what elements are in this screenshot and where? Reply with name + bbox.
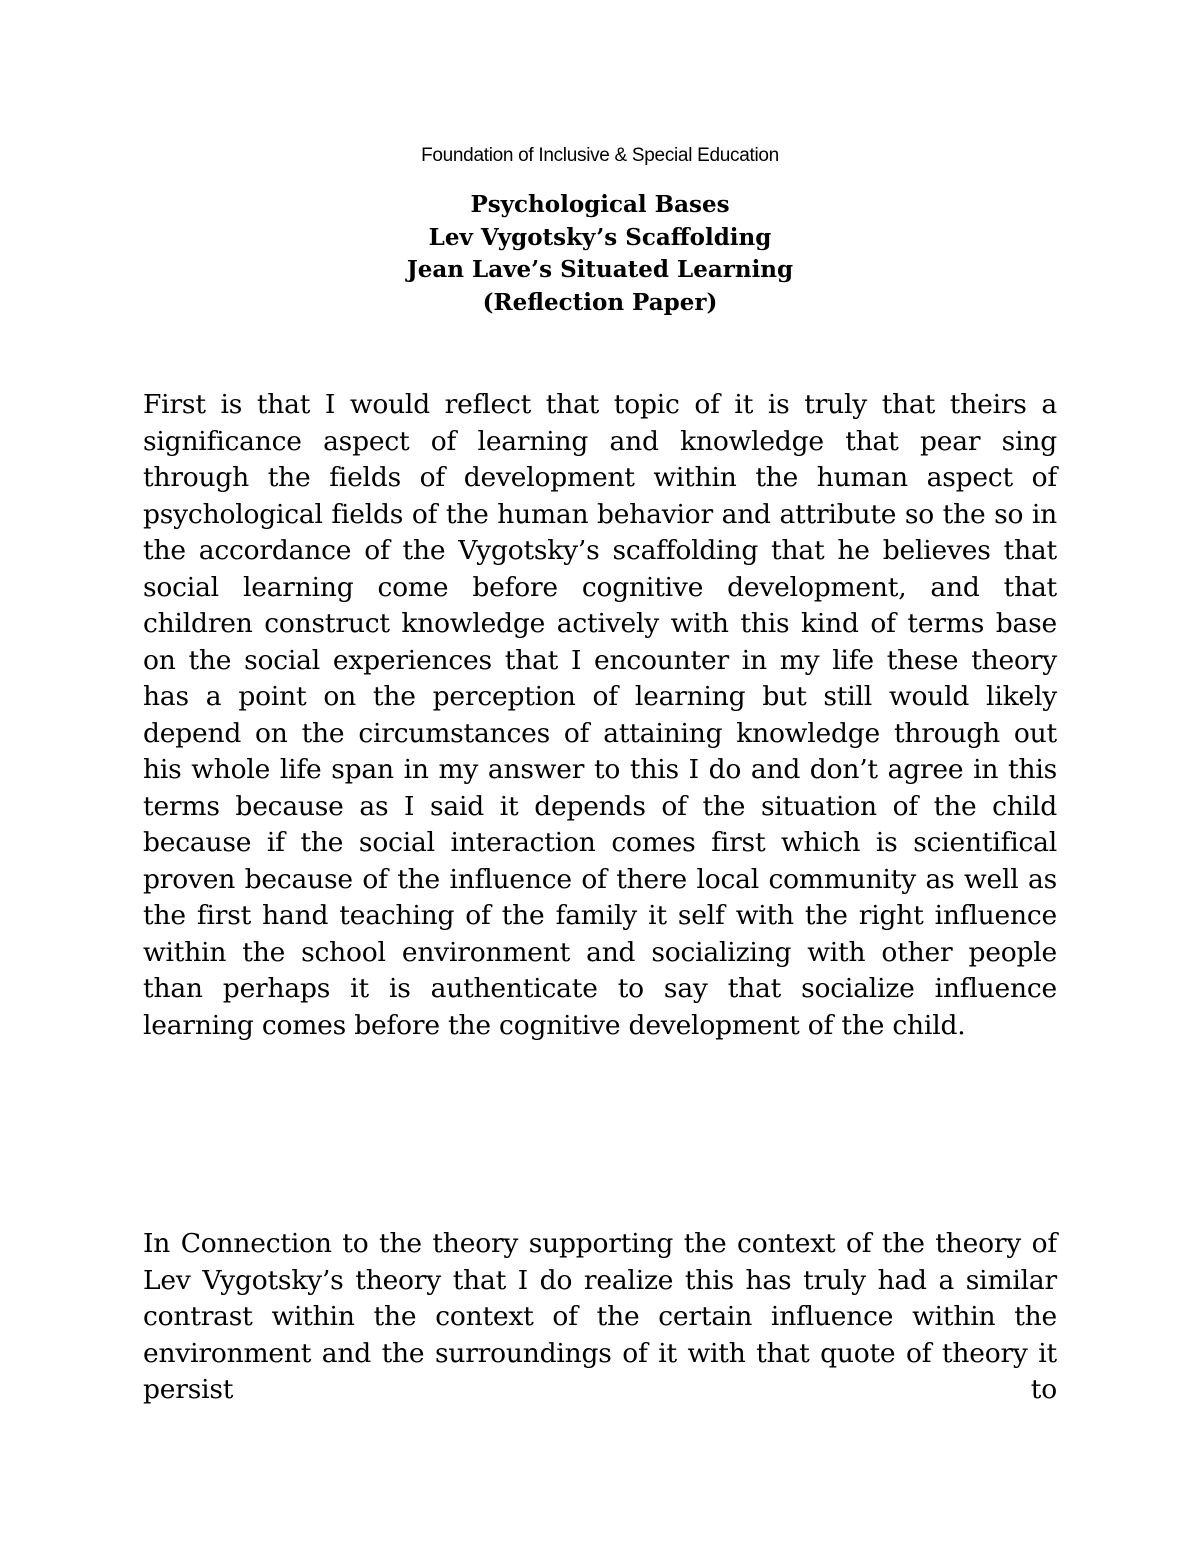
title-vygotsky-scaffolding: Lev Vygotsky’s Scaffolding [428, 223, 772, 251]
title-block [0, 189, 1200, 319]
title-lave-situated-learning: Jean Lave’s Situated Learning [406, 256, 794, 283]
body-paragraph-1: First is that I would reflect that topic of it is truly that theirs a significance aspect of learning and knowledge that pear sing through the fields of development within the human aspect of psychological fields of the human behavior and attribute so the so in the accordance of the Vygotsky’s scaffolding that he believes that social learning come before cognitive development, and that children construct knowledge actively with this kind of terms base on the social experiences that I encounter in my life these theory has a point on the perception of learning but still would likely depend on the circumstances of attaining knowledge through out his whole life span in my answer to this I do and don’t agree in this terms because as I said it depends of the situation of the child because if the social interaction comes first which is scientifical proven because of the influence of there local community as well as the first hand teaching of the family it self with the right influence within the school environment and socializing with other people than perhaps it is authenticate to say that socialize influence learning comes before the cognitive development of the child. [143, 389, 1057, 1041]
title-psychological-bases: Psychological Bases [470, 191, 730, 218]
body-paragraph-2-text: In Connection to the theory supporting the context of the theory of Lev Vygotsky’s theory that I do realize this has truly had a similar contrast within the context of the certain influence within the environment and the surroundings of it with that quote of theory it persist to [143, 1228, 1057, 1405]
body-paragraph-2 [143, 1226, 1057, 1409]
course-header: Foundation of Inclusive & Special Education [421, 145, 779, 166]
title-reflection-paper: (Reflection Paper) [482, 288, 718, 316]
